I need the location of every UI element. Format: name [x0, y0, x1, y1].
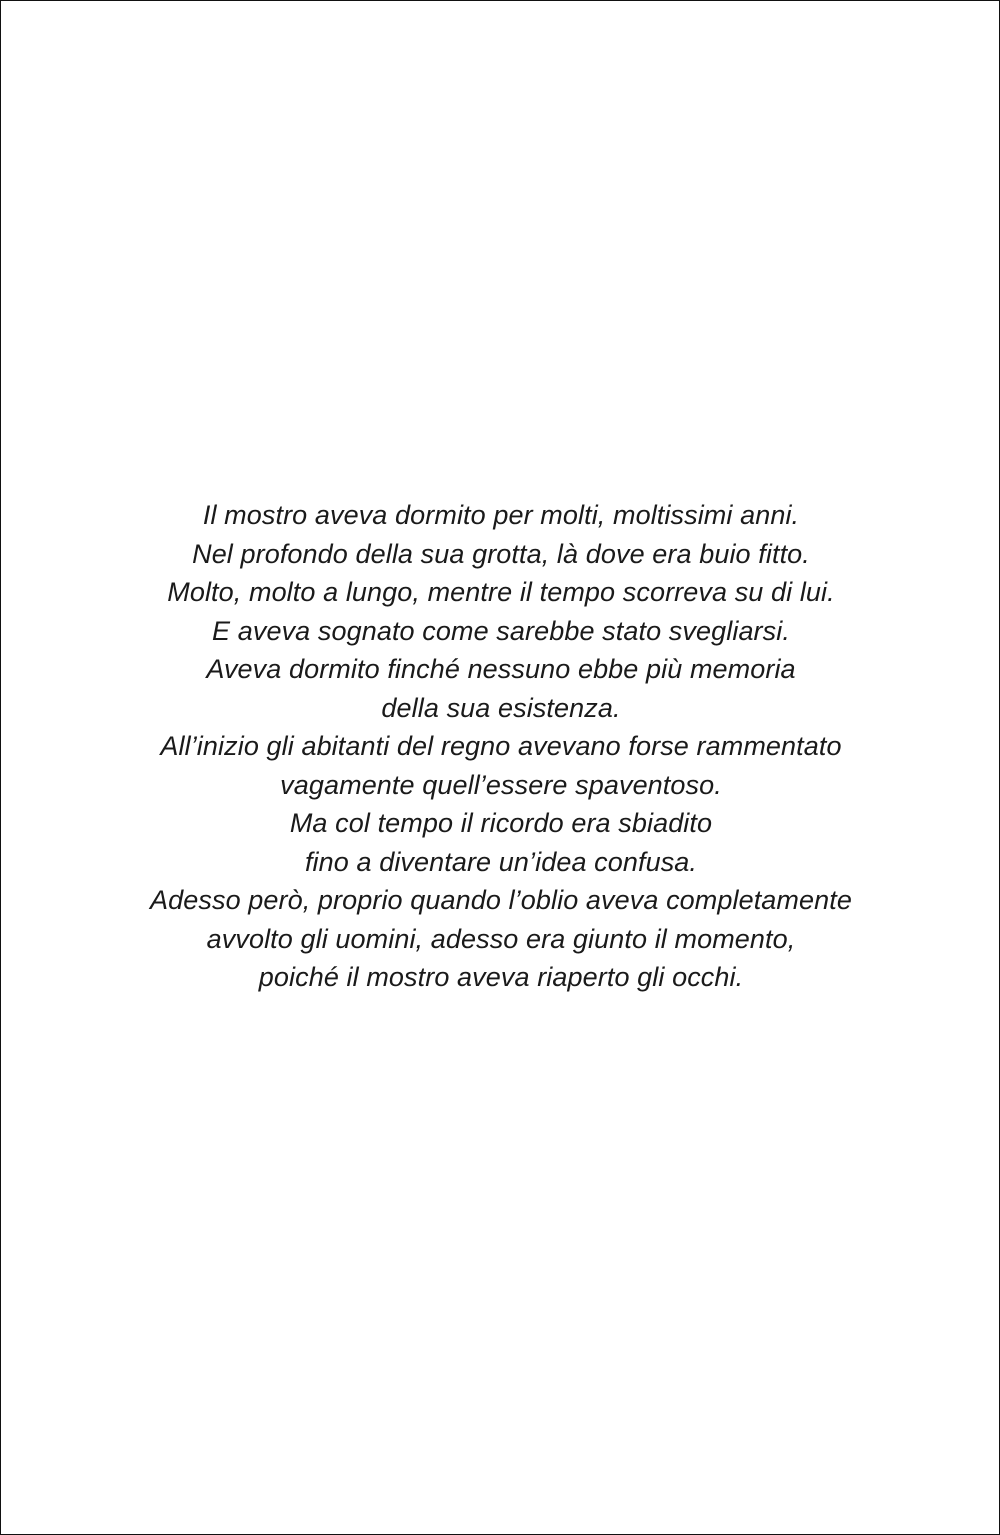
poem-line: Molto, molto a lungo, mentre il tempo scorreva su di lui.	[167, 577, 835, 607]
poem-line: Adesso però, proprio quando l’oblio aveva completamente	[150, 885, 852, 915]
poem-line: All’inizio gli abitanti del regno avevano forse rammentato	[160, 731, 842, 761]
poem-line: della sua esistenza.	[381, 692, 621, 723]
poem-line: Il mostro aveva dormito per molti, moltissimi anni.	[202, 500, 800, 530]
poem-line: vagamente quell’essere spaventoso.	[280, 769, 722, 800]
poem-line: fino a diventare un’idea confusa.	[304, 846, 698, 877]
poem-line: poiché il mostro aveva riaperto gli occhi.	[258, 962, 744, 992]
poem-line: Ma col tempo il ricordo era sbiadito	[289, 808, 713, 838]
poem-line: avvolto gli uomini, adesso era giunto il momento,	[206, 923, 796, 954]
poem-line: Aveva dormito finché nessuno ebbe più memoria	[206, 654, 796, 684]
poem-line: Nel profondo della sua grotta, là dove era buio fitto.	[192, 538, 810, 569]
epigraph-text	[1, 496, 1000, 997]
poem-line: E aveva sognato come sarebbe stato svegliarsi.	[212, 615, 790, 646]
